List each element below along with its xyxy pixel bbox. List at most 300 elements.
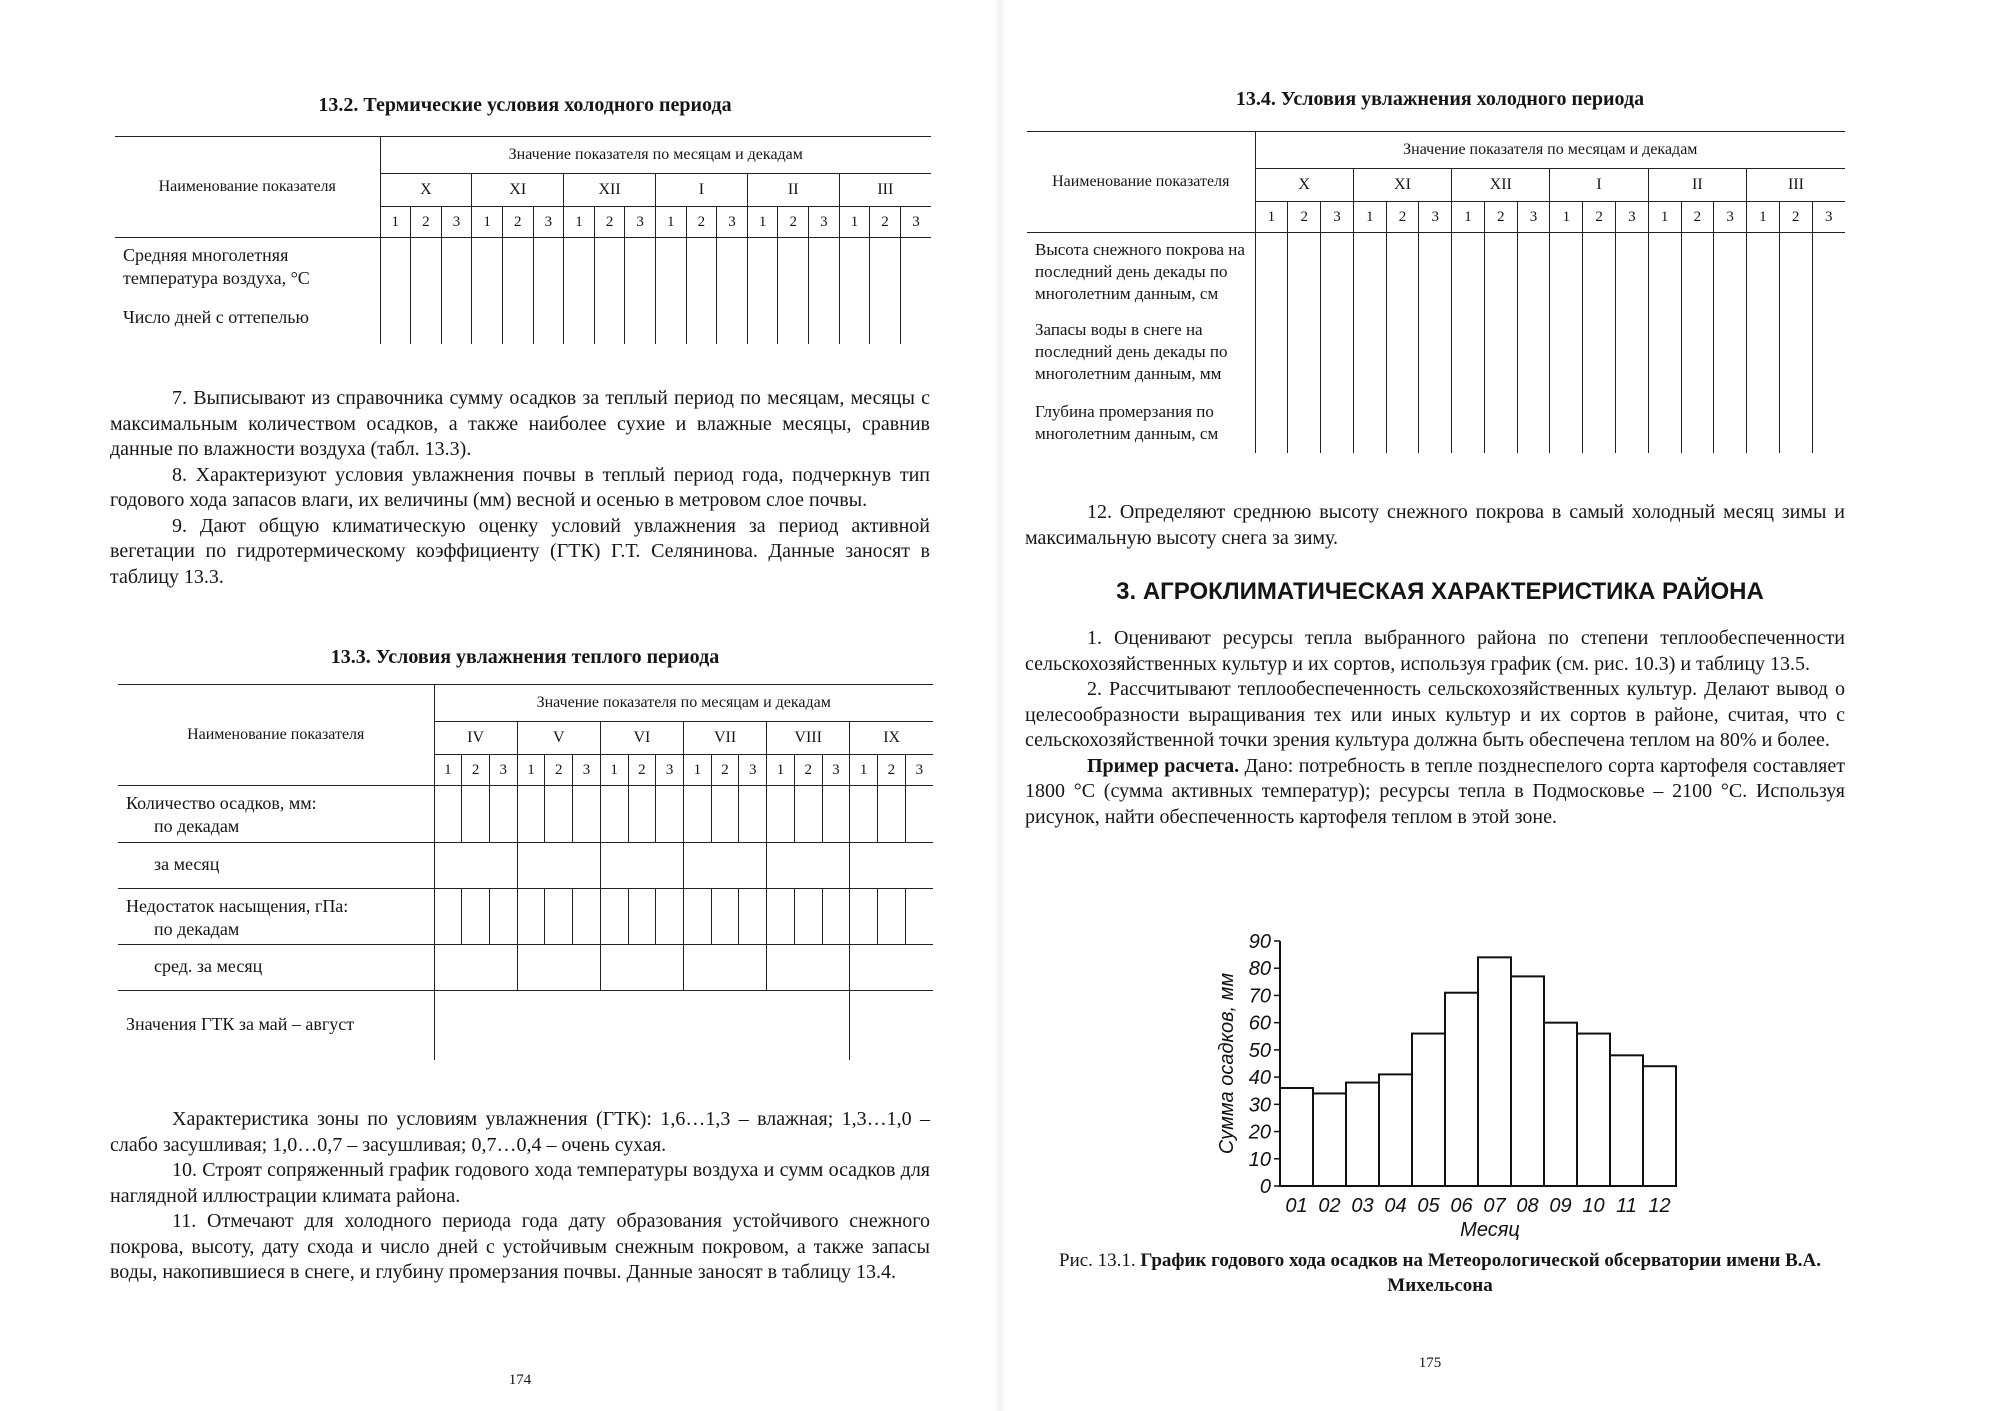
decade-header: 2 <box>870 207 901 238</box>
value-cell <box>870 238 901 300</box>
value-cell <box>411 238 442 300</box>
monthly-value-cell <box>767 842 850 888</box>
value-cell <box>1714 233 1747 313</box>
example-text: Дано: потребность в тепле позднеспелого сорта картофеля составляет 1800 °С (сумма активных температур); ресурсы тепла в Подмосковье – 2100 °С. Используя рисунок, найти обеспеченность картофеля теплом в этой зоне. <box>1025 754 1845 828</box>
x-tick-label: 12 <box>1648 1195 1671 1217</box>
decade-header: 1 <box>683 755 711 786</box>
value-cell <box>905 888 933 944</box>
decade-header: 3 <box>1517 202 1550 233</box>
month-header: XII <box>1452 169 1550 202</box>
month-header: XI <box>1353 169 1451 202</box>
value-cell <box>625 300 656 344</box>
y-tick-label: 40 <box>1248 1067 1271 1090</box>
value-cell <box>1583 233 1616 313</box>
value-cell <box>1255 313 1288 395</box>
bar-11 <box>1610 1055 1643 1186</box>
decade-header: 2 <box>594 207 625 238</box>
value-cell <box>878 888 906 944</box>
precipitation-bar-chart <box>1185 920 1705 1240</box>
value-cell <box>489 888 517 944</box>
value-cell <box>1714 313 1747 395</box>
value-cell <box>747 238 778 300</box>
page-right <box>1025 0 1855 1411</box>
row-name: Глубина промерзания по многолетним данным, см <box>1035 402 1219 443</box>
x-tick-label: 02 <box>1318 1195 1341 1217</box>
deficit-month-label: сред. за месяц <box>154 955 263 976</box>
value-cell <box>778 238 809 300</box>
precip-row-name <box>118 786 434 842</box>
value-cell <box>380 300 411 344</box>
monthly-value-cell <box>600 842 683 888</box>
table-13-2-caption: 13.2. Термические условия холодного периода <box>318 94 732 116</box>
decade-header: 1 <box>747 207 778 238</box>
value-cell <box>1779 395 1812 453</box>
decade-header: 3 <box>573 755 601 786</box>
section-text-block <box>1025 626 1845 830</box>
decade-header: 1 <box>1452 202 1485 233</box>
value-cell <box>1452 313 1485 395</box>
decade-header: 3 <box>739 755 767 786</box>
y-tick-label: 90 <box>1248 931 1271 953</box>
decade-header: 3 <box>905 755 933 786</box>
value-cell <box>655 238 686 300</box>
month-header: VIII <box>767 722 850 755</box>
value-cell <box>1681 233 1714 313</box>
decade-header: 1 <box>767 755 795 786</box>
x-tick-label: 05 <box>1417 1195 1440 1217</box>
x-tick-label: 06 <box>1450 1195 1473 1217</box>
value-cell <box>1517 395 1550 453</box>
value-cell <box>502 238 533 300</box>
value-cell <box>1648 313 1681 395</box>
decade-header: 3 <box>822 755 850 786</box>
decade-header: 2 <box>1386 202 1419 233</box>
value-cell <box>656 888 684 944</box>
decade-header: 1 <box>564 207 595 238</box>
decade-header: 3 <box>656 755 684 786</box>
decade-header: 1 <box>1648 202 1681 233</box>
value-cell <box>489 786 517 842</box>
deficit-row-name <box>118 888 434 944</box>
decade-header: 2 <box>628 755 656 786</box>
value-cell <box>564 238 595 300</box>
precip-month-label: за месяц <box>154 853 220 874</box>
decade-header: 2 <box>462 755 490 786</box>
y-tick-label: 80 <box>1248 958 1271 981</box>
value-cell <box>1353 233 1386 313</box>
value-cell <box>1714 395 1747 453</box>
paragraph-10: 10. Строят сопряженный график годового хода температуры воздуха и сумм осадков для наглядной иллюстрации климата района. <box>110 1159 930 1207</box>
value-cell <box>1615 313 1648 395</box>
x-tick-label: 03 <box>1351 1195 1374 1217</box>
monthly-value-cell <box>517 842 600 888</box>
value-cell <box>1517 233 1550 313</box>
value-cell <box>655 300 686 344</box>
month-header: III <box>1747 169 1845 202</box>
value-cell <box>517 786 545 842</box>
value-cell <box>441 238 472 300</box>
decade-header: 1 <box>839 207 870 238</box>
value-cell <box>1550 395 1583 453</box>
decade-header: 1 <box>434 755 462 786</box>
decade-header: 1 <box>600 755 628 786</box>
precip-decades-label: по декадам <box>154 816 240 836</box>
y-tick-label: 0 <box>1259 1176 1271 1198</box>
value-cell <box>1812 395 1845 453</box>
monthly-value-cell <box>683 842 766 888</box>
x-tick-label: 04 <box>1384 1195 1407 1217</box>
value-cell <box>462 786 490 842</box>
value-cell <box>794 888 822 944</box>
decade-header: 3 <box>625 207 656 238</box>
decade-header: 3 <box>441 207 472 238</box>
value-cell <box>739 786 767 842</box>
decade-header: 1 <box>1353 202 1386 233</box>
value-cell <box>683 786 711 842</box>
value-cell <box>594 238 625 300</box>
decade-header: 2 <box>502 207 533 238</box>
value-cell <box>472 300 503 344</box>
value-cell <box>1353 395 1386 453</box>
value-cell <box>533 300 564 344</box>
value-cell <box>625 238 656 300</box>
value-cell <box>1615 233 1648 313</box>
value-cell <box>441 300 472 344</box>
value-cell <box>686 300 717 344</box>
x-tick-label: 11 <box>1616 1195 1637 1217</box>
header-name: Наименование показателя <box>158 178 336 195</box>
y-axis-label: Сумма осадков, мм <box>1216 972 1238 1155</box>
left-text-block-2 <box>110 1107 930 1286</box>
value-cell <box>564 300 595 344</box>
table-13-3-caption: 13.3. Условия увлажнения теплого периода <box>330 646 720 668</box>
decade-header: 1 <box>1550 202 1583 233</box>
value-cell <box>1812 313 1845 395</box>
table-13-4-caption: 13.4. Условия увлажнения холодного периода <box>1235 88 1645 110</box>
value-cell <box>767 888 795 944</box>
gtk-row-name: Значения ГТК за май – август <box>126 1013 355 1034</box>
decade-header: 2 <box>711 755 739 786</box>
month-header: VII <box>683 722 766 755</box>
value-cell <box>1452 233 1485 313</box>
value-cell <box>717 238 748 300</box>
decade-header: 3 <box>809 207 840 238</box>
bar-12 <box>1643 1066 1676 1186</box>
decade-header: 1 <box>850 755 878 786</box>
book-gutter <box>995 0 1005 1411</box>
value-cell <box>1288 233 1321 313</box>
value-cell <box>870 300 901 344</box>
value-cell <box>1681 313 1714 395</box>
value-cell <box>573 786 601 842</box>
header-group-label: Значение показателя по месяцам и декадам <box>380 137 931 174</box>
decade-header: 1 <box>472 207 503 238</box>
value-cell <box>545 888 573 944</box>
page-left <box>110 0 940 1411</box>
value-cell <box>822 888 850 944</box>
decade-header: 2 <box>1779 202 1812 233</box>
row-name: Запасы воды в снеге на последний день декады по многолетним данным, мм <box>1035 320 1228 383</box>
value-cell <box>1419 313 1452 395</box>
paragraph-9: 9. Дают общую климатическую оценку условий увлажнения за период активной вегетации по гидротермическому коэффициенту (ГТК) Г.Т. Селянинова. Данные заносят в таблицу 13.3. <box>110 514 930 588</box>
precip-title: Количество осадков, мм: <box>126 793 317 813</box>
value-cell <box>809 238 840 300</box>
value-cell <box>434 786 462 842</box>
value-cell <box>411 300 442 344</box>
value-cell <box>850 786 878 842</box>
left-text-block-1 <box>110 386 930 590</box>
deficit-decades-label: по декадам <box>154 918 240 939</box>
table-13-3 <box>118 685 933 1060</box>
value-cell <box>1386 313 1419 395</box>
monthly-value-cell <box>434 842 517 888</box>
figure-caption-title: График годового хода осадков на Метеорологической обсерватории имени В.А. Михельсона <box>1140 1250 1821 1296</box>
monthly-value-cell <box>767 944 850 990</box>
bar-09 <box>1544 1023 1577 1186</box>
value-cell <box>1779 233 1812 313</box>
value-cell <box>711 888 739 944</box>
value-cell <box>434 888 462 944</box>
value-cell <box>683 888 711 944</box>
month-header: II <box>1648 169 1746 202</box>
month-header: V <box>517 722 600 755</box>
monthly-value-cell <box>434 944 517 990</box>
header-name: Наименование показателя <box>187 726 365 743</box>
value-cell <box>1681 395 1714 453</box>
example-label: Пример расчета. <box>1087 754 1240 777</box>
value-cell <box>767 786 795 842</box>
decade-header: 3 <box>717 207 748 238</box>
y-tick-label: 10 <box>1248 1148 1271 1171</box>
gtk-value-cell <box>434 990 850 1060</box>
decade-header: 2 <box>878 755 906 786</box>
example-paragraph <box>1025 754 1845 831</box>
value-cell <box>878 786 906 842</box>
decade-header: 2 <box>1288 202 1321 233</box>
decade-header: 1 <box>1747 202 1780 233</box>
value-cell <box>711 786 739 842</box>
table-13-2 <box>115 137 931 344</box>
bar-01 <box>1280 1088 1313 1186</box>
value-cell <box>1747 313 1780 395</box>
figure-caption-prefix: Рис. 13.1. <box>1059 1250 1141 1271</box>
gtk-characteristics: Характеристика зоны по условиям увлажнения (ГТК): 1,6…1,3 – влажная; 1,3…1,0 – слабо засушливая; 1,0…0,7 – засушливая; 0,7…0,4 – очень сухая. <box>110 1108 930 1156</box>
value-cell <box>822 786 850 842</box>
value-cell <box>1812 233 1845 313</box>
month-header: IV <box>434 722 517 755</box>
monthly-value-cell <box>600 944 683 990</box>
value-cell <box>1550 313 1583 395</box>
value-cell <box>1321 395 1354 453</box>
bar-04 <box>1379 1074 1412 1186</box>
figure-caption <box>1025 1248 1855 1298</box>
decade-header: 1 <box>1255 202 1288 233</box>
value-cell <box>573 888 601 944</box>
value-cell <box>1484 395 1517 453</box>
month-header: VI <box>600 722 683 755</box>
value-cell <box>778 300 809 344</box>
value-cell <box>533 238 564 300</box>
section-paragraph-2: 2. Рассчитывают теплообеспеченность сельскохозяйственных культур. Делают вывод о целесообразности выращивания тех или иных культур и их сортов в районе, считая, что с сельскохозяйственной точки зрения культура должна быть обеспечена теплом на 80% и более. <box>1025 678 1845 751</box>
x-tick-label: 09 <box>1549 1195 1572 1217</box>
decade-header: 1 <box>517 755 545 786</box>
value-cell <box>656 786 684 842</box>
value-cell <box>1648 395 1681 453</box>
decade-header: 2 <box>794 755 822 786</box>
bar-08 <box>1511 976 1544 1186</box>
value-cell <box>739 888 767 944</box>
value-cell <box>1550 233 1583 313</box>
gtk-value-cell <box>850 990 933 1060</box>
value-cell <box>686 238 717 300</box>
decade-header: 1 <box>380 207 411 238</box>
value-cell <box>1419 233 1452 313</box>
decade-header: 3 <box>1812 202 1845 233</box>
value-cell <box>1747 233 1780 313</box>
value-cell <box>628 888 656 944</box>
value-cell <box>794 786 822 842</box>
value-cell <box>850 888 878 944</box>
month-header: XII <box>564 174 656 207</box>
header-name: Наименование показателя <box>1052 173 1230 190</box>
decade-header: 3 <box>900 207 931 238</box>
paragraph-12: 12. Определяют среднюю высоту снежного покрова в самый холодный месяц зимы и максимальную высоту снега за зиму. <box>1025 501 1845 549</box>
x-tick-label: 08 <box>1516 1195 1539 1217</box>
month-header: III <box>839 174 931 207</box>
value-cell <box>747 300 778 344</box>
month-header: IX <box>850 722 933 755</box>
value-cell <box>900 238 931 300</box>
value-cell <box>1747 395 1780 453</box>
decade-header: 2 <box>1681 202 1714 233</box>
month-header: X <box>380 174 472 207</box>
y-tick-label: 30 <box>1248 1094 1271 1117</box>
x-axis-label: Месяц <box>1460 1219 1520 1240</box>
bar-05 <box>1412 1034 1445 1186</box>
value-cell <box>628 786 656 842</box>
value-cell <box>900 300 931 344</box>
decade-header: 3 <box>1714 202 1747 233</box>
row-name: Средняя многолетняя температура воздуха, °С <box>123 245 310 288</box>
value-cell <box>905 786 933 842</box>
value-cell <box>1288 313 1321 395</box>
value-cell <box>1321 313 1354 395</box>
value-cell <box>1517 313 1550 395</box>
value-cell <box>717 300 748 344</box>
decade-header: 2 <box>1583 202 1616 233</box>
value-cell <box>1583 395 1616 453</box>
value-cell <box>600 786 628 842</box>
y-tick-label: 70 <box>1248 985 1271 1008</box>
header-group-label: Значение показателя по месяцам и декадам <box>1255 132 1845 169</box>
bar-06 <box>1445 993 1478 1186</box>
y-tick-label: 20 <box>1248 1121 1271 1144</box>
value-cell <box>1386 395 1419 453</box>
monthly-value-cell <box>517 944 600 990</box>
monthly-value-cell <box>850 842 933 888</box>
monthly-value-cell <box>850 944 933 990</box>
page-number-left: 174 <box>508 1372 532 1388</box>
month-header: II <box>747 174 839 207</box>
bar-10 <box>1577 1034 1610 1186</box>
value-cell <box>594 300 625 344</box>
value-cell <box>380 238 411 300</box>
x-tick-label: 07 <box>1483 1195 1506 1217</box>
value-cell <box>600 888 628 944</box>
decade-header: 2 <box>545 755 573 786</box>
bar-02 <box>1313 1093 1346 1186</box>
value-cell <box>472 238 503 300</box>
page-number-right: 175 <box>1418 1355 1442 1371</box>
month-header: X <box>1255 169 1353 202</box>
value-cell <box>1779 313 1812 395</box>
value-cell <box>502 300 533 344</box>
monthly-value-cell <box>683 944 766 990</box>
value-cell <box>1255 395 1288 453</box>
deficit-title: Недостаток насыщения, гПа: <box>126 895 349 916</box>
value-cell <box>1386 233 1419 313</box>
header-group-label: Значение показателя по месяцам и декадам <box>434 685 933 722</box>
decade-header: 2 <box>778 207 809 238</box>
paragraph-7: 7. Выписывают из справочника сумму осадков за теплый период по месяцам, месяцы с максимальным количеством осадков, а также наиболее сухие и влажные месяцы, сравнив данные по влажности воздуха (табл. 13.3). <box>110 387 930 460</box>
decade-header: 2 <box>1484 202 1517 233</box>
value-cell <box>1419 395 1452 453</box>
value-cell <box>1353 313 1386 395</box>
month-header: XI <box>472 174 564 207</box>
x-tick-label: 10 <box>1582 1195 1605 1217</box>
value-cell <box>1288 395 1321 453</box>
value-cell <box>1255 233 1288 313</box>
decade-header: 3 <box>1419 202 1452 233</box>
table-13-4 <box>1027 132 1845 453</box>
value-cell <box>1452 395 1485 453</box>
paragraph-8: 8. Характеризуют условия увлажнения почвы в теплый период года, подчеркнув тип годового хода запасов влаги, их величины (мм) весной и осенью в метровом слое почвы. <box>110 463 930 511</box>
value-cell <box>839 300 870 344</box>
row-name: Высота снежного покрова на последний день декады по многолетним данным, см <box>1035 240 1245 303</box>
paragraph-12-block <box>1025 500 1845 551</box>
month-header: I <box>655 174 747 207</box>
x-tick-label: 01 <box>1285 1195 1308 1217</box>
value-cell <box>1615 395 1648 453</box>
value-cell <box>809 300 840 344</box>
section-title: 3. АГРОКЛИМАТИЧЕСКАЯ ХАРАКТЕРИСТИКА РАЙОНА <box>1116 578 1764 605</box>
decade-header: 2 <box>411 207 442 238</box>
value-cell <box>1484 313 1517 395</box>
value-cell <box>517 888 545 944</box>
decade-header: 1 <box>655 207 686 238</box>
decade-header: 3 <box>1615 202 1648 233</box>
month-header: I <box>1550 169 1648 202</box>
bar-03 <box>1346 1083 1379 1186</box>
decade-header: 3 <box>489 755 517 786</box>
section-paragraph-1: 1. Оценивают ресурсы тепла выбранного района по степени теплообеспеченности сельскохозяйственных культур и их сортов, используя график (см. рис. 10.3) и таблицу 13.5. <box>1025 627 1845 675</box>
value-cell <box>1648 233 1681 313</box>
decade-header: 3 <box>1321 202 1354 233</box>
row-name: Число дней с оттепелью <box>123 307 309 327</box>
value-cell <box>1484 233 1517 313</box>
y-tick-label: 50 <box>1248 1039 1271 1062</box>
value-cell <box>1321 233 1354 313</box>
value-cell <box>545 786 573 842</box>
paragraph-11: 11. Отмечают для холодного периода года дату образования устойчивого снежного покрова, высоту, дату схода и число дней с устойчивым снежным покровом, а также запасы воды, накопившиеся в снеге, и глубину промерзания почвы. Данные заносят в таблицу 13.4. <box>110 1210 930 1283</box>
value-cell <box>462 888 490 944</box>
decade-header: 3 <box>533 207 564 238</box>
value-cell <box>1583 313 1616 395</box>
bar-07 <box>1478 957 1511 1186</box>
decade-header: 2 <box>686 207 717 238</box>
y-tick-label: 60 <box>1248 1012 1271 1035</box>
value-cell <box>839 238 870 300</box>
